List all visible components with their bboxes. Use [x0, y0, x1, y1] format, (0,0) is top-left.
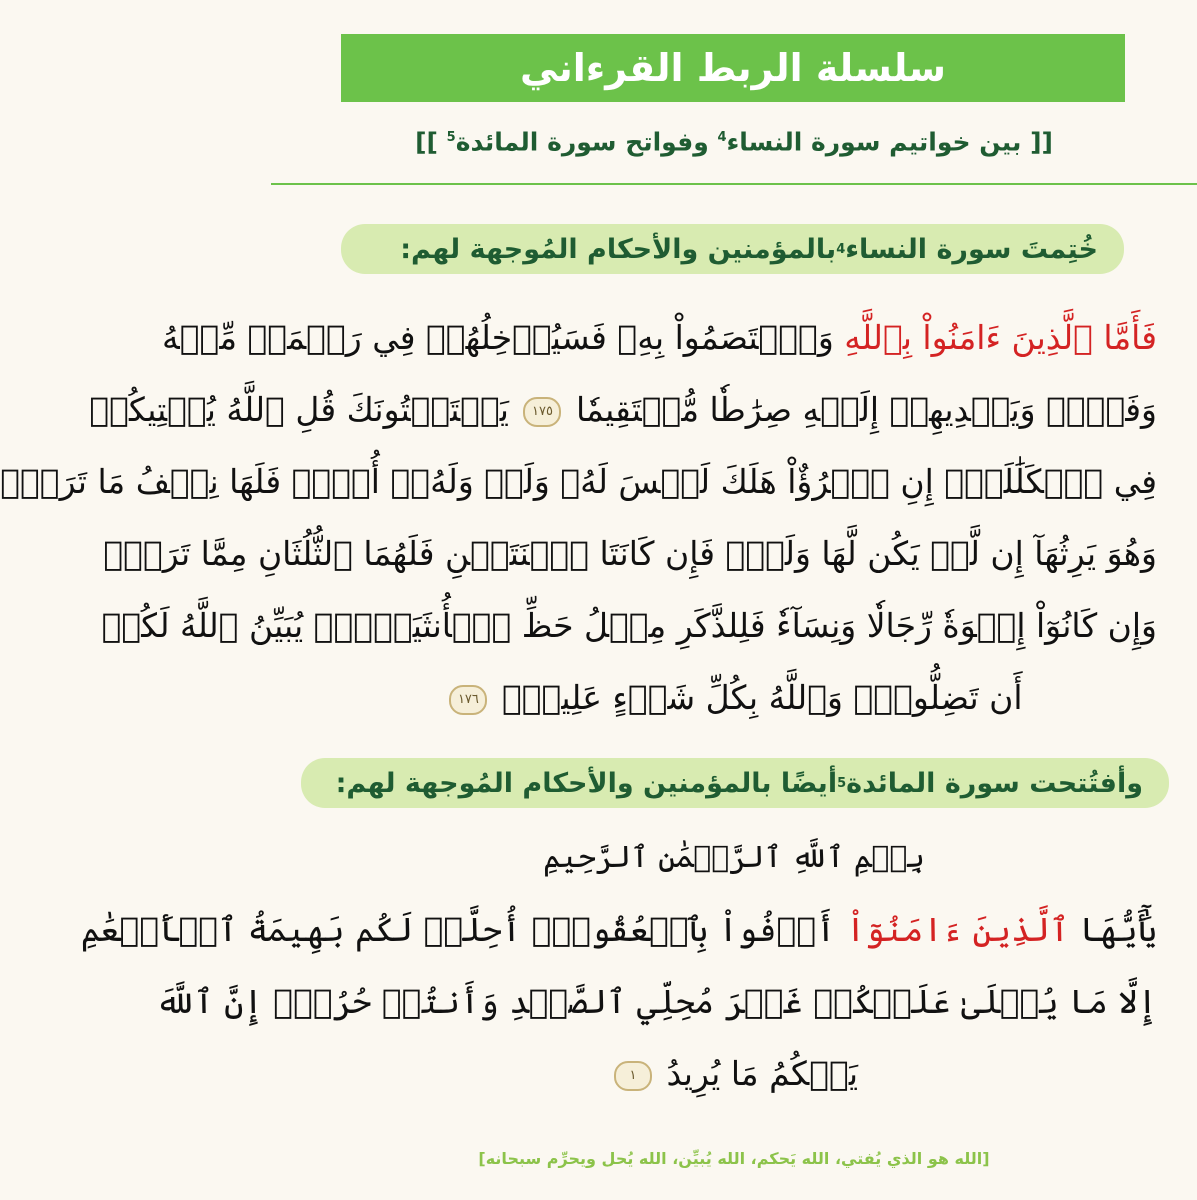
- verse-text: وَفَضۡلٖ وَيَهۡدِيهِمۡ إِلَيۡهِ صِرَٰطٗا مُّسۡتَقِيمٗا: [575, 390, 1157, 429]
- verse-text: وَٱعۡتَصَمُواْ بِهِۦ فَسَيُدۡخِلُهُمۡ فِي رَحۡمَةٖ مِّنۡهُ: [162, 318, 845, 357]
- verse-line: [311, 1038, 1157, 1110]
- section1-heading: [341, 224, 1124, 274]
- section2-heading-a: وأفتُتحت سورة المائدة: [846, 767, 1143, 799]
- ayah-number-176: ١٧٦: [449, 685, 487, 715]
- basmala: بِسۡمِ ٱللَّهِ ٱلرَّحۡمَٰنِ ٱلرَّحِيمِ: [543, 840, 925, 875]
- verse-text: أَوۡفُواْ بِٱلۡعُقُودِۚ أُحِلَّتۡ لَكُم بَهِيمَةُ ٱلۡأَنۡعَٰمِ: [80, 910, 846, 949]
- verse-line: [311, 662, 1157, 734]
- subtitle-sup-a: 4: [717, 130, 727, 145]
- verse-text: أَن تَضِلُّواْۗ وَٱللَّهُ بِكُلِّ شَيۡءٍ عَلِيمُۢ: [501, 678, 1023, 717]
- page-title: سلسلة الربط القرءاني: [520, 46, 946, 90]
- verse-text: يَسۡتَفۡتُونَكَ قُلِ ٱللَّهُ يُفۡتِيكُمۡ: [89, 390, 509, 429]
- verse-line: [162, 302, 1157, 374]
- subtitle-sup-b: 5: [446, 130, 456, 145]
- verse-text: إِلَّا مَا يُتۡلَىٰ عَلَيۡكُمۡ غَيۡرَ مُحِلِّي ٱلصَّيۡدِ وَأَنتُمۡ حُرُمٌۗ إِنَّ ٱللَّهَ: [155, 982, 1157, 1021]
- verse-line: [80, 894, 1157, 966]
- section2-verses: [80, 822, 1157, 1110]
- footer-note: [الله هو الذي يُفتي، الله يَحكم، الله يُبيِّن، الله يُحل ويحرِّم سبحانه]: [478, 1149, 990, 1168]
- verse-highlight: ٱلَّذِينَ ءَامَنُوٓاْ: [845, 910, 1070, 949]
- subtitle-part-b: وفواتح سورة المائدة: [455, 127, 718, 157]
- section2-heading: [301, 758, 1169, 808]
- subtitle: [271, 118, 1197, 158]
- verse-line: [0, 446, 1157, 518]
- title-banner: [341, 34, 1125, 102]
- subtitle-part-a: بين خواتيم سورة النساء: [726, 127, 1022, 157]
- verse-line: [89, 374, 1157, 446]
- verse-text: يَحۡكُمُ مَا يُرِيدُ: [666, 1054, 859, 1093]
- verse-highlight: فَأَمَّا ٱلَّذِينَ ءَامَنُواْ بِٱللَّهِ: [844, 318, 1157, 357]
- ayah-number-175: ١٧٥: [523, 397, 561, 427]
- verse-line: [103, 518, 1157, 590]
- verse-line: [155, 966, 1157, 1038]
- section1-heading-a: خُتِمتَ سورة النساء: [845, 233, 1098, 265]
- section1-heading-b: بالمؤمنين والأحكام المُوجهة لهم:: [400, 233, 837, 265]
- verse-text: وَإِن كَانُوٓاْ إِخۡوَةٗ رِّجَالٗا وَنِسَآءٗ فَلِلذَّكَرِ مِثۡلُ حَظِّ ٱلۡأُنثَيَيۡنِۗ يُبَيِّنُ ٱللَّهُ لَكُمۡ: [101, 606, 1157, 645]
- section1-verses: [0, 302, 1157, 734]
- section1-heading-sup: 4: [836, 241, 846, 257]
- verse-text: وَهُوَ يَرِثُهَآ إِن لَّمۡ يَكُن لَّهَا وَلَدٞۚ فَإِن كَانَتَا ٱثۡنَتَيۡنِ فَلَهُمَا ٱلثُّلُثَانِ مِمَّا تَرَكَۚ: [103, 534, 1157, 573]
- verse-text: فِي ٱلۡكَلَٰلَةِۚ إِنِ ٱمۡرُؤٌاْ هَلَكَ لَيۡسَ لَهُۥ وَلَدٞ وَلَهُۥٓ أُخۡتٞ فَلَهَا نِصۡفُ مَا تَرَكَۚ: [0, 462, 1157, 501]
- ayah-number-1: ١: [614, 1061, 652, 1091]
- subtitle-open-bracket: [[: [1021, 127, 1053, 157]
- section2-heading-b: أيضًا بالمؤمنين والأحكام المُوجهة لهم:: [335, 767, 838, 799]
- verse-text: يَٰٓأَيُّهَا: [1069, 910, 1157, 949]
- section2-heading-sup: 5: [837, 775, 847, 791]
- header-divider: [271, 183, 1197, 185]
- subtitle-close-bracket: ]]: [415, 127, 447, 157]
- verse-line: [101, 590, 1157, 662]
